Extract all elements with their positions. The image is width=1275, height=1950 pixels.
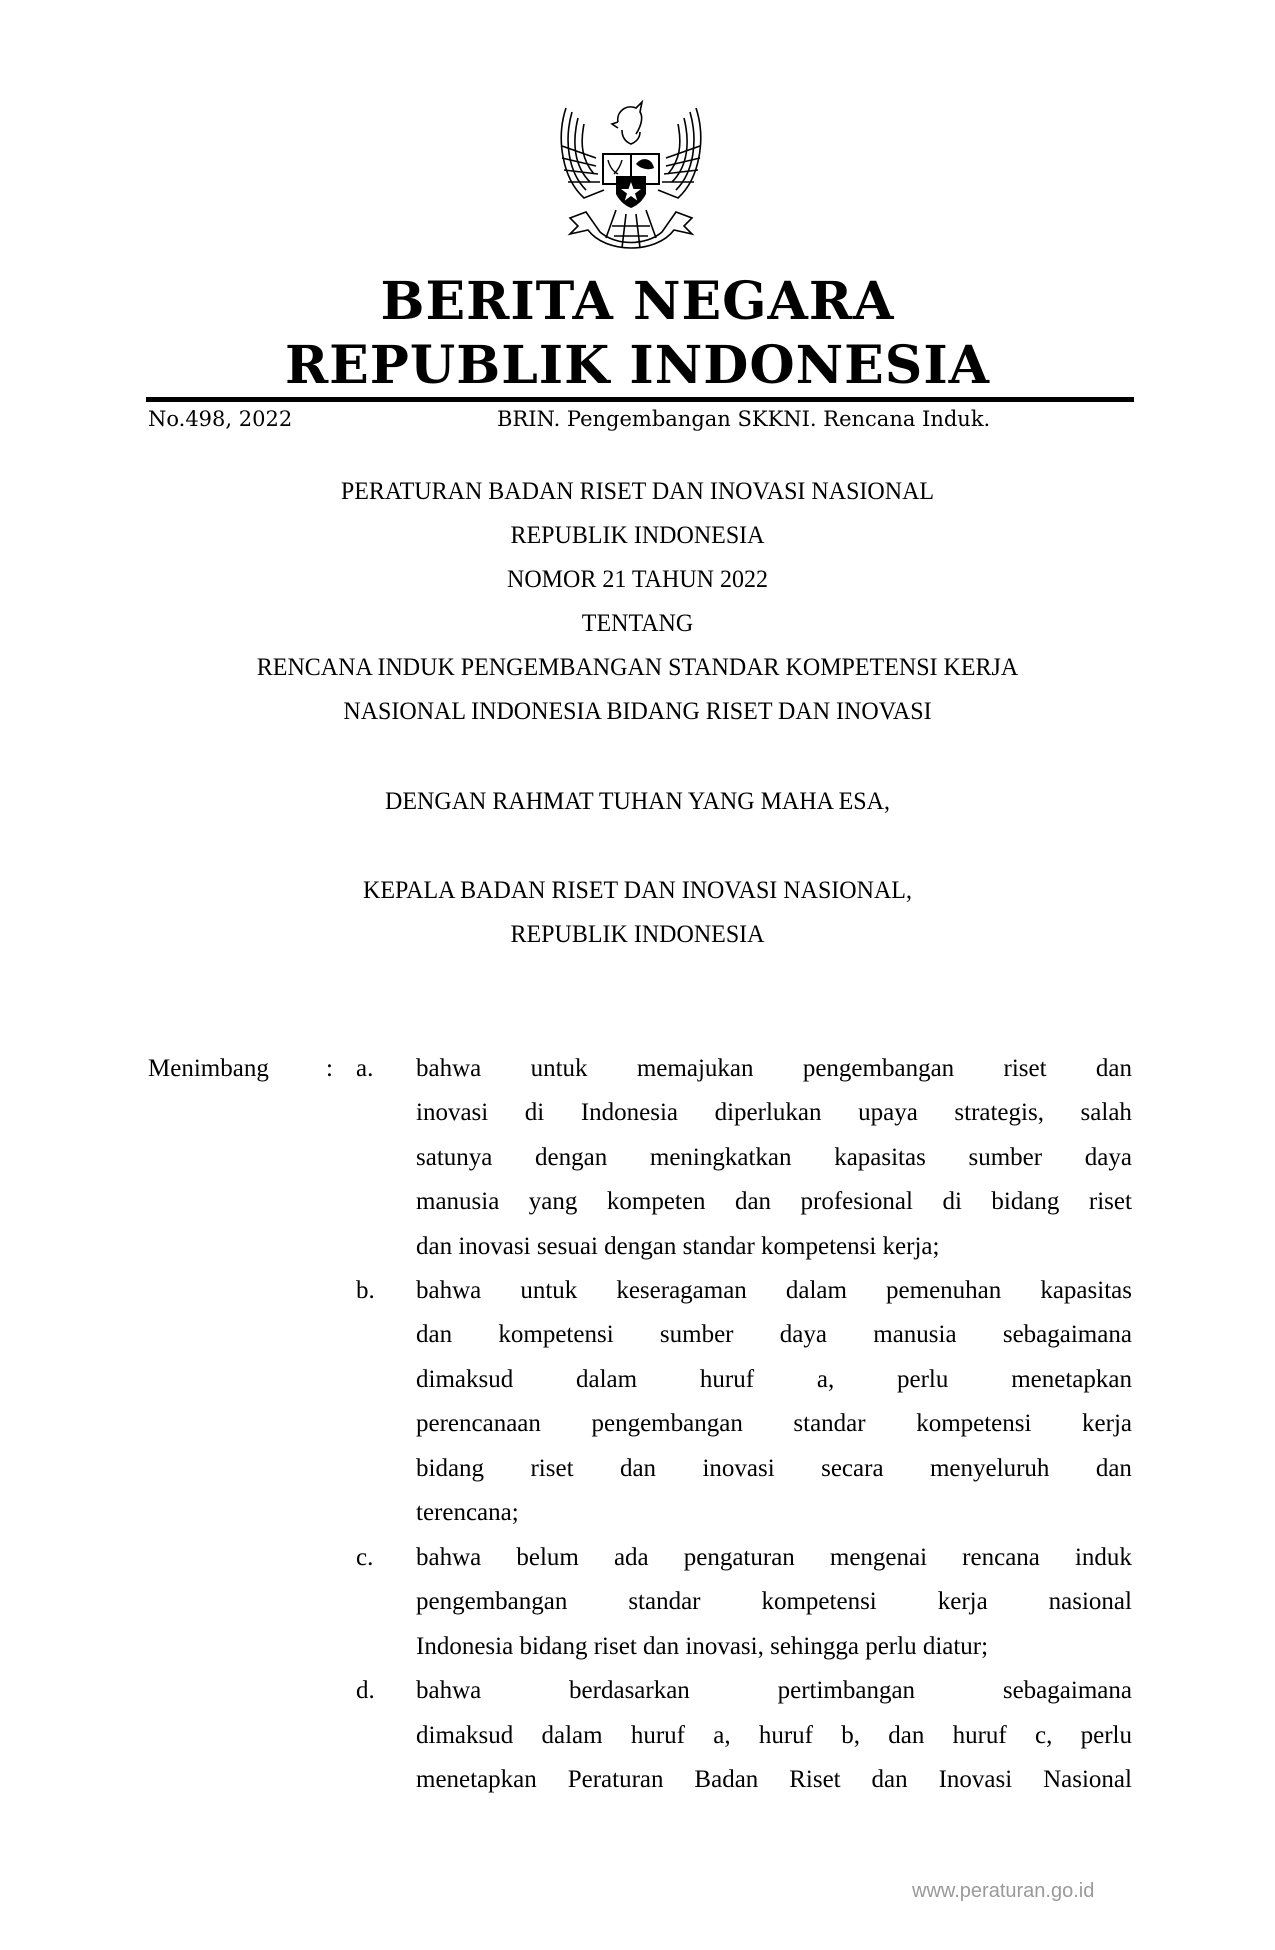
word: a, <box>713 1722 731 1749</box>
word: ada <box>613 1544 649 1571</box>
word: rencana <box>962 1544 1040 1571</box>
word: dalam <box>785 1277 847 1304</box>
word: kerja <box>937 1588 988 1615</box>
word: pemenuhan <box>886 1277 1002 1304</box>
garuda-emblem-icon <box>556 98 706 264</box>
word: kompetensi <box>916 1410 1032 1437</box>
masthead-title-line2: REPUBLIK INDONESIA <box>284 335 991 396</box>
invocation: DENGAN RAHMAT TUHAN YANG MAHA ESA, <box>385 788 890 815</box>
item-b-line: terencana; <box>416 1499 519 1526</box>
item-d-line <box>416 1721 1132 1751</box>
word: Indonesia <box>580 1099 679 1126</box>
word: daya <box>779 1321 827 1348</box>
item-b-line <box>416 1365 1132 1395</box>
word: inovasi <box>702 1455 775 1482</box>
item-d-line <box>416 1765 1132 1795</box>
item-a-line <box>416 1054 1132 1084</box>
word: daya <box>1084 1144 1132 1171</box>
word: Inovasi <box>938 1766 1013 1793</box>
word: Badan <box>694 1766 759 1793</box>
heading-line: NASIONAL INDONESIA BIDANG RISET DAN INOVASI <box>343 698 932 725</box>
word: bahwa <box>416 1277 482 1304</box>
word: berdasarkan <box>569 1677 690 1704</box>
word: dan <box>871 1766 908 1793</box>
item-a-line <box>416 1098 1132 1128</box>
word: pertimbangan <box>777 1677 916 1704</box>
word: c, <box>1035 1722 1053 1749</box>
word: induk <box>1074 1544 1132 1571</box>
word: manusia <box>416 1188 500 1215</box>
word: perencanaan <box>416 1410 541 1437</box>
word: huruf <box>699 1366 755 1393</box>
word: memajukan <box>636 1055 754 1082</box>
word: perlu <box>1080 1722 1132 1749</box>
authority-line1: KEPALA BADAN RISET DAN INOVASI NASIONAL, <box>363 877 912 904</box>
word: dan <box>416 1321 453 1348</box>
word: kompeten <box>606 1188 706 1215</box>
item-d-line <box>416 1676 1132 1706</box>
word: huruf <box>952 1722 1007 1749</box>
word: pengembangan <box>802 1055 955 1082</box>
source-watermark: www.peraturan.go.id <box>912 1880 1095 1902</box>
heading-line: REPUBLIK INDONESIA <box>510 522 765 549</box>
word: dimaksud <box>416 1722 514 1749</box>
word: dan <box>734 1188 772 1215</box>
word: bahwa <box>416 1055 482 1082</box>
gazette-subject: BRIN. Pengembangan SKKNI. Rencana Induk. <box>497 407 991 431</box>
item-marker-b: b. <box>356 1277 375 1304</box>
word: untuk <box>530 1055 588 1082</box>
word: dan <box>619 1455 657 1482</box>
word: di <box>524 1099 545 1126</box>
item-b-line <box>416 1409 1132 1439</box>
heading-line: NOMOR 21 TAHUN 2022 <box>507 566 768 593</box>
word: secara <box>821 1455 884 1482</box>
word: sebagaimana <box>1002 1321 1132 1348</box>
word: meningkatkan <box>649 1144 792 1171</box>
word: kapasitas <box>834 1144 926 1171</box>
word: dalam <box>576 1366 638 1393</box>
word: salah <box>1080 1099 1132 1126</box>
word: upaya <box>858 1099 918 1126</box>
heading-line: RENCANA INDUK PENGEMBANGAN STANDAR KOMPETENSI KERJA <box>256 654 1019 681</box>
word: pengembangan <box>591 1410 743 1437</box>
word: menetapkan <box>416 1766 537 1793</box>
word: nasional <box>1048 1588 1132 1615</box>
word: manusia <box>873 1321 957 1348</box>
word: dimaksud <box>416 1366 514 1393</box>
item-b-line <box>416 1320 1132 1350</box>
word: sebagaimana <box>1002 1677 1132 1704</box>
masthead-title-line1: BERITA NEGARA <box>380 271 895 332</box>
word: mengenai <box>829 1544 928 1571</box>
item-c-line: Indonesia bidang riset dan inovasi, sehingga perlu diatur; <box>416 1633 989 1660</box>
word: menetapkan <box>1011 1366 1132 1393</box>
word: sumber <box>659 1321 734 1348</box>
word: sumber <box>968 1144 1043 1171</box>
authority-line2: REPUBLIK INDONESIA <box>510 921 765 948</box>
gazette-number: No.498, 2022 <box>148 407 293 431</box>
word: bahwa <box>416 1677 482 1704</box>
word: riset <box>530 1455 574 1482</box>
word: kompetensi <box>498 1321 614 1348</box>
word: kerja <box>1082 1410 1132 1437</box>
item-b-line <box>416 1276 1132 1306</box>
masthead-rule <box>146 397 1134 402</box>
word: a, <box>816 1366 835 1393</box>
word: standar <box>793 1410 866 1437</box>
word: satunya <box>416 1144 493 1171</box>
item-c-line <box>416 1543 1132 1573</box>
heading-line: PERATURAN BADAN RISET DAN INOVASI NASIONAL <box>340 478 935 505</box>
heading-line: TENTANG <box>581 610 694 637</box>
word: yang <box>528 1188 578 1215</box>
word: dan <box>1095 1455 1132 1482</box>
word: dengan <box>535 1144 608 1171</box>
word: untuk <box>520 1277 578 1304</box>
item-c-line <box>416 1587 1132 1617</box>
item-marker-c: c. <box>356 1544 374 1571</box>
word: riset <box>1003 1055 1047 1082</box>
item-a-line <box>416 1187 1132 1217</box>
word: Riset <box>789 1766 841 1793</box>
item-marker-a: a. <box>356 1055 374 1082</box>
menimbang-colon: : <box>326 1055 333 1082</box>
word: menyeluruh <box>929 1455 1050 1482</box>
word: dalam <box>541 1722 603 1749</box>
word: riset <box>1088 1188 1132 1215</box>
word: b, <box>841 1722 860 1749</box>
word: inovasi <box>416 1099 489 1126</box>
word: pengaturan <box>683 1544 795 1571</box>
menimbang-label: Menimbang <box>148 1055 269 1082</box>
word: keseragaman <box>616 1277 747 1304</box>
word: dan <box>888 1722 925 1749</box>
word: di <box>942 1188 962 1215</box>
word: belum <box>516 1544 579 1571</box>
word: profesional <box>800 1188 913 1215</box>
word: Peraturan <box>567 1766 664 1793</box>
word: kapasitas <box>1040 1277 1132 1304</box>
word: diperlukan <box>714 1099 822 1126</box>
item-b-line <box>416 1454 1132 1484</box>
word: bidang <box>991 1188 1060 1215</box>
item-a-line: dan inovasi sesuai dengan standar kompetensi kerja; <box>416 1233 940 1260</box>
item-marker-d: d. <box>356 1677 375 1704</box>
word: huruf <box>758 1722 813 1749</box>
word: bidang <box>416 1455 485 1482</box>
word: strategis, <box>954 1099 1044 1126</box>
word: standar <box>628 1588 701 1615</box>
word: huruf <box>630 1722 685 1749</box>
word: kompetensi <box>761 1588 877 1615</box>
item-a-line <box>416 1143 1132 1173</box>
word: dan <box>1095 1055 1132 1082</box>
word: bahwa <box>416 1544 482 1571</box>
word: perlu <box>897 1366 949 1393</box>
word: pengembangan <box>416 1588 568 1615</box>
word: Nasional <box>1043 1766 1132 1793</box>
